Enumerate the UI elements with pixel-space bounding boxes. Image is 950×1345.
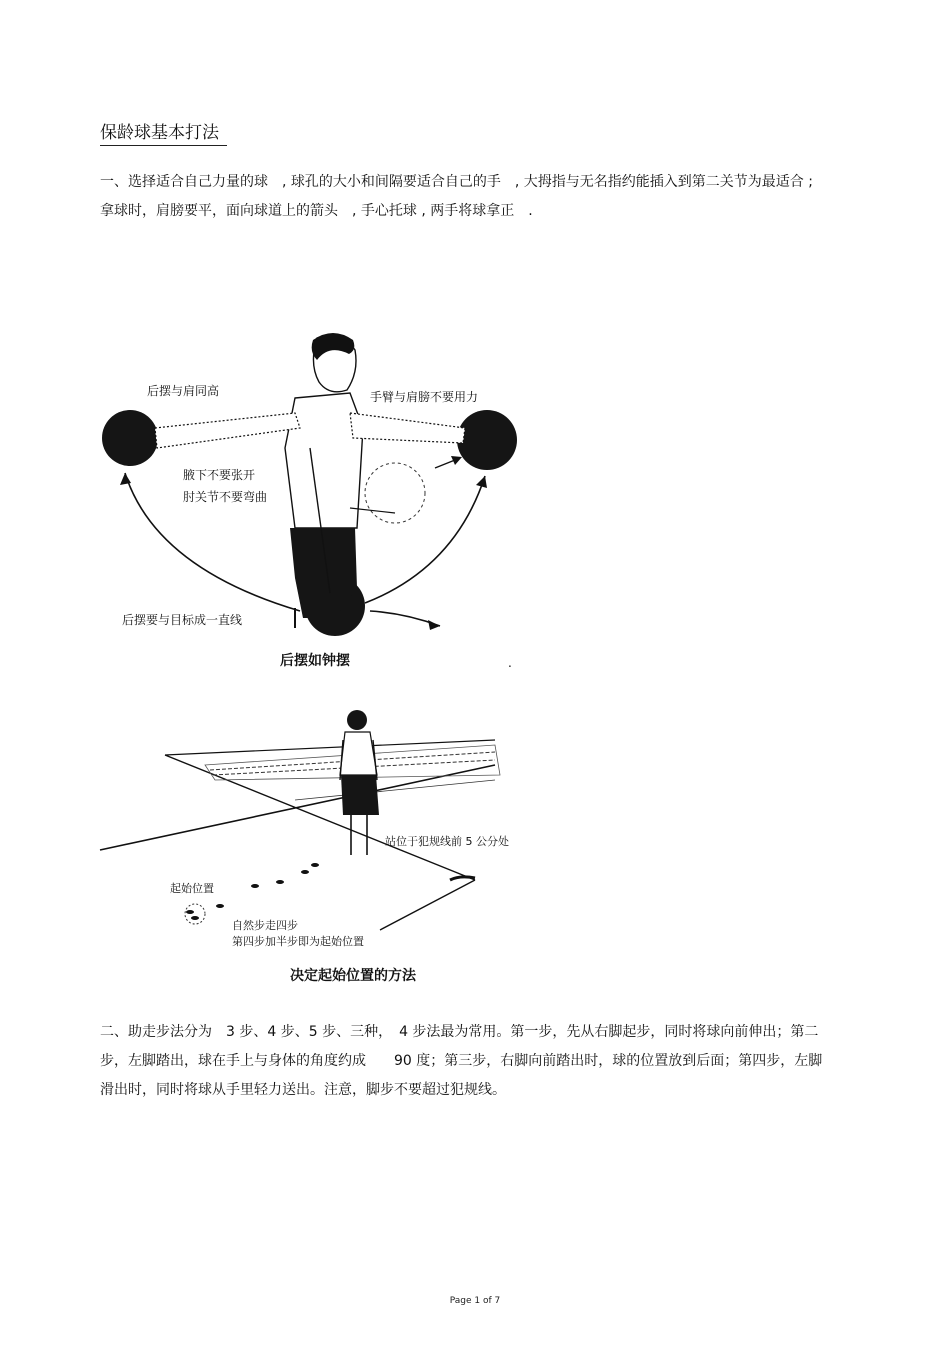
stray-dot: . <box>508 656 512 670</box>
label-stand-position: 站位于犯规线前 5 公分处 <box>385 835 509 848</box>
label-steps-1: 自然步走四步 <box>232 919 298 932</box>
label-arm-shoulder: 手臂与肩膀不要用力 <box>370 390 479 404</box>
arm-back-icon <box>155 413 300 448</box>
lane-edge-left <box>165 755 475 880</box>
arm-front-icon <box>350 413 465 443</box>
label-armpit: 腋下不要张开 <box>183 468 256 482</box>
woman-skirt-icon <box>341 775 379 815</box>
label-back-swing-height: 后摆与肩同高 <box>147 384 220 398</box>
paragraph-approach-steps: 二、助走步法分为 3 步、4 步、5 步、三种， 4 步法最为常用。第一步，先从右脚起步，同时将球向前伸出；第二步，左脚踏出，球在手上与身体的角度约成 90 度；第三步，右脚向前踏出时，球的位置放到后面；第四步，左脚滑出时，同时将球从手里轻力送出。注意，脚步不要超过犯规线。 <box>100 1024 823 1098</box>
ball-front-icon <box>457 410 517 470</box>
ball-back-icon <box>102 410 158 466</box>
woman-shirt-icon <box>340 732 377 775</box>
paragraph-ball-selection: 一、选择适合自己力量的球 , 球孔的大小和间隔要适合自己的手 , 大拇指与无名指约能插入到第二关节为最适合 ; 拿球时，肩膀要平，面向球道上的箭头 , 手心托球 , 两手将球拿正 . <box>100 174 813 219</box>
label-steps-2: 第四步加半步即为起始位置 <box>232 935 364 948</box>
ball-dashed-icon <box>365 463 425 523</box>
label-elbow: 肘关节不要弯曲 <box>183 490 268 504</box>
page-footer: Page 1 of 7 <box>449 1296 501 1306</box>
figure-starting-position <box>95 700 525 990</box>
label-start-position: 起始位置 <box>170 882 214 895</box>
figure1-caption: 后摆如钟摆 <box>280 653 350 669</box>
label-line-target: 后摆要与目标成一直线 <box>122 613 243 627</box>
figure-pendulum-swing <box>95 328 530 678</box>
figure2-caption: 决定起始位置的方法 <box>290 968 416 984</box>
page-title: 保龄球基本打法 <box>100 118 227 146</box>
woman-head-icon <box>347 710 367 730</box>
